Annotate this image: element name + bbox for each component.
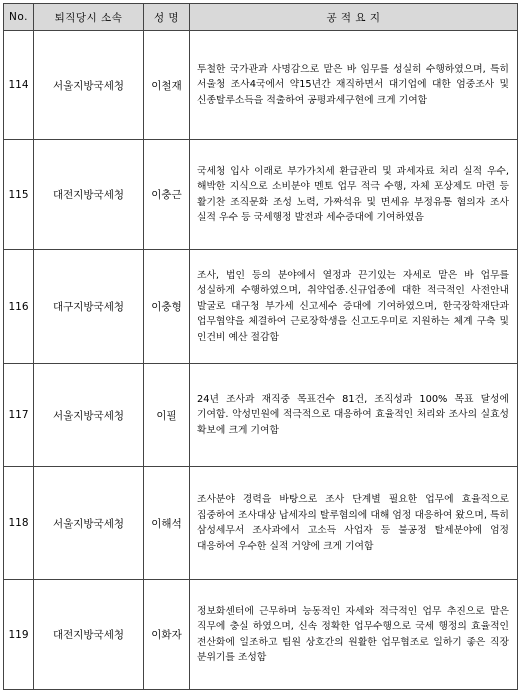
achievement-cell: 조사, 법인 등의 분야에서 열정과 끈기있는 자세로 맡은 바 업무를 성실하게 수행하였으며, 취약업종.신규업종에 대한 적극적인 사전안내 발굴로 대구청 부가세 신고세수 증대에 기여하였으며, 한국장학재단과 업무협약을 체결하여 근로장학생을 신고도우미로 지원하는 체계 구축 및 인건비 예산 절감함 [190, 250, 518, 364]
name-cell: 이충형 [144, 250, 190, 364]
col-header-name: 성 명 [144, 4, 190, 31]
name-cell: 이화자 [144, 580, 190, 690]
office-cell: 서울지방국세청 [34, 467, 144, 580]
table-row [4, 250, 518, 364]
row-number: 119 [4, 580, 34, 690]
award-table [3, 3, 518, 690]
achievement-cell: 24년 조사과 재직중 목표건수 81건, 조직성과 100% 목표 달성에 기여함. 악성민원에 적극적으로 대응하여 효율적인 처리와 조사의 실효성 확보에 크게 기여함 [190, 364, 518, 467]
row-number: 114 [4, 31, 34, 140]
row-number: 117 [4, 364, 34, 467]
achievement-cell: 국세청 입사 이래로 부가가치세 환급관리 및 과세자료 처리 실적 우수, 해박한 지식으로 소비분야 멘토 업무 적극 수행, 자체 포상제도 마련 등 활기찬 조직문화 조성 노력, 가짜석유 및 면세유 부정유통 혐의자 조사 실적 우수 등 국세행정 발전과 세수증대에 기여하였음 [190, 140, 518, 250]
name-cell: 이해석 [144, 467, 190, 580]
table-row [4, 364, 518, 467]
header-row [4, 4, 518, 31]
row-number: 118 [4, 467, 34, 580]
row-number: 116 [4, 250, 34, 364]
name-cell: 이철재 [144, 31, 190, 140]
table-row [4, 140, 518, 250]
office-cell: 대전지방국세청 [34, 580, 144, 690]
office-cell: 서울지방국세청 [34, 31, 144, 140]
table-row [4, 467, 518, 580]
name-cell: 이충근 [144, 140, 190, 250]
achievement-cell: 투철한 국가관과 사명감으로 맡은 바 임무를 성실히 수행하였으며, 특히 서울청 조사4국에서 약15년간 재직하면서 대기업에 대한 엄중조사 및 신종탈루소득을 적출하여 공평과세구현에 크게 기여함 [190, 31, 518, 140]
achievement-cell: 조사분야 경력을 바탕으로 조사 단계별 필요한 업무에 효율적으로 집중하여 조사대상 납세자의 탈루혐의에 대해 엄정 대응하여 왔으며, 특히 삼성세무서 조사과에서 고소득 사업자 등 불공정 탈세분야에 엄정 대응하여 우수한 실적 거양에 크게 기여함 [190, 467, 518, 580]
table-row [4, 31, 518, 140]
achievement-cell: 정보화센터에 근무하며 능동적인 자세와 적극적인 업무 추진으로 맡은 직무에 충실 하였으며, 신속 정확한 업무수행으로 국세 행정의 효율적인 전산화에 일조하고 팀원 상호간의 원활한 업무협조로 일하기 좋은 직장 분위기를 조성함 [190, 580, 518, 690]
office-cell: 서울지방국세청 [34, 364, 144, 467]
name-cell: 이필 [144, 364, 190, 467]
col-header-achievement: 공 적 요 지 [190, 4, 518, 31]
col-header-office: 퇴직당시 소속 [34, 4, 144, 31]
office-cell: 대전지방국세청 [34, 140, 144, 250]
office-cell: 대구지방국세청 [34, 250, 144, 364]
row-number: 115 [4, 140, 34, 250]
table-row [4, 580, 518, 690]
col-header-no: No. [4, 4, 34, 31]
